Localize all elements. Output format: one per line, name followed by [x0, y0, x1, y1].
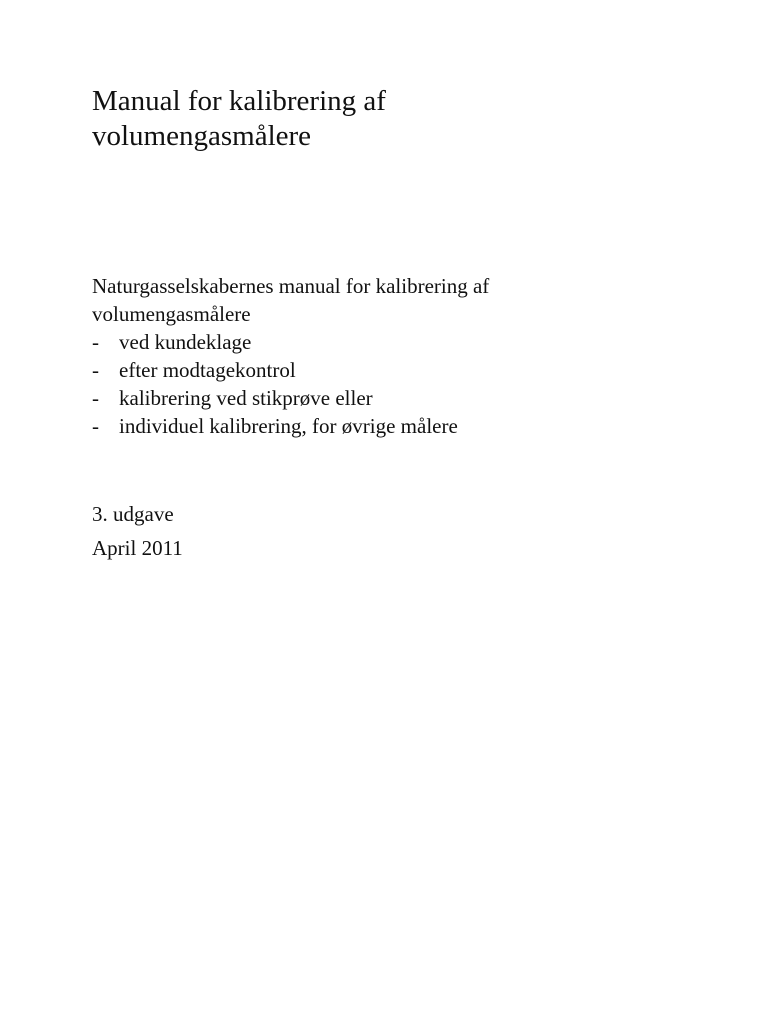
list-dash: - [92, 330, 99, 354]
list-dash: - [92, 414, 99, 438]
purpose-item [92, 356, 732, 384]
purpose-text: kalibrering ved stikprøve eller [119, 386, 373, 410]
title-line: volumengasmålere [92, 120, 312, 152]
purpose-item [92, 412, 732, 440]
description-line: volumengasmålere [92, 302, 251, 326]
purpose-list [92, 328, 732, 440]
purpose-item [92, 328, 732, 356]
title-line: Manual for kalibrering af [92, 85, 386, 117]
description-line: Naturgasselskabernes manual for kalibrering af [92, 274, 490, 298]
purpose-text: ved kundeklage [119, 330, 252, 354]
edition-block [92, 497, 183, 565]
document-title [92, 84, 386, 154]
document-description [92, 272, 732, 440]
list-dash: - [92, 358, 99, 382]
purpose-text: individuel kalibrering, for øvrige målere [119, 414, 458, 438]
list-dash: - [92, 386, 99, 410]
edition-label: 3. udgave [92, 502, 174, 526]
purpose-item [92, 384, 732, 412]
publication-date: April 2011 [92, 536, 183, 560]
purpose-text: efter modtagekontrol [119, 358, 296, 382]
